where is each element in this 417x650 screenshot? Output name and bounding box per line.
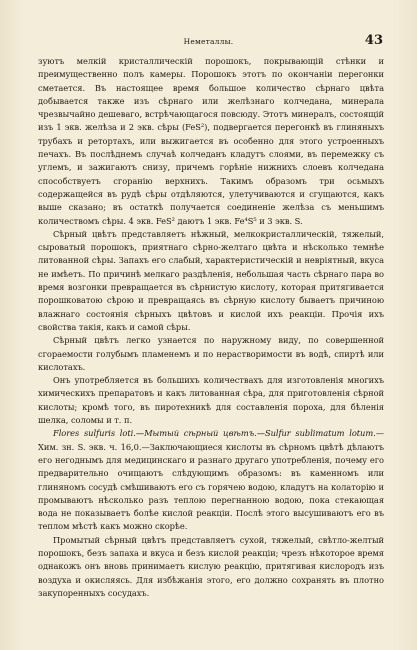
paragraph-text: Сѣрный цвѣтъ легко узнается по наружному виду, по совершенной сгораемости голубымъ пламенемъ и по нерастворимости въ водѣ, спиртѣ или кислотахъ. <box>38 335 384 372</box>
page-number: 43 <box>364 33 383 48</box>
paragraph-text: Сѣрный цвѣтъ представляетъ нѣжный, мелкокристаллическій, тяжелый, сыроватый порошокъ, приятнаго сѣрно-желтаго цвѣта и нѣсколько темнѣе литованной сѣры. Запахъ его слабый, характеристическій и невріятный, вкуса не имѣетъ. По причинѣ мелкаго раздѣленія, небольшая часть сѣрнаго пара во время возгонки превращается въ сѣрнистую кислоту, которая притягивается порошковатою сѣрою и превращаясь въ сѣрную кислоту бываетъ причиною влажнаго состоянія сѣрныхъ цвѣтовъ и кислой ихъ реакціи. Прочія ихъ свойства такія, какъ и самой сѣры. <box>38 228 384 332</box>
paragraph-text: Промытый сѣрный цвѣтъ представляетъ сухой, тяжелый, свѣтло-желтый порошокъ, безъ запаха и вкуса и безъ кислой реакціи; чрезъ нѣкоторое время однакожъ онъ вновь принимаетъ кислую реакцію, притягивая кислородъ изъ воздуха и окисляясь. Для избѣжанія этого, его должно сохранять въ плотно закупоренныхъ сосудахъ. <box>38 534 384 598</box>
paragraph <box>38 534 384 600</box>
latin-term: Flores sulfuris loti. <box>53 428 136 439</box>
body-text <box>38 55 384 600</box>
paragraph-text: —Хим. зн. S. экв. ч. 16,0.—Заключающиеся кислоты въ сѣрномъ цвѣтѣ дѣлаютъ его негоднымъ для медицинскаго и разнаго другаго употребленія, почему его предварительно очищаютъ слѣдующимъ образомъ: въ каменномъ или глиняномъ сосудѣ смѣшиваютъ его съ горячею водою, кладутъ на колаторію и промываютъ нѣсколько разъ теплою перегнанною водою, пока стекающая вода не показываетъ болѣе кислой реакціи. Послѣ этого высушиваютъ его въ теплом мѣстѣ какъ можно скорѣе. <box>38 428 384 532</box>
paragraph <box>38 374 384 427</box>
paragraph-continued <box>38 55 384 228</box>
term-title: —Мытый сѣрный цвѣтъ.—Sulfur sublimatum lotum. <box>135 428 376 439</box>
page-header <box>34 33 383 51</box>
running-title: Неметаллы. <box>183 37 234 46</box>
paragraph <box>38 334 384 374</box>
paragraph <box>38 228 384 334</box>
paragraph-text: Онъ употребляется въ большихъ количествахъ для изготовленія многихъ химическихъ препаратовъ и какъ литованная сѣра, для приготовленія сѣрной кислоты; кромѣ того, въ пиротехникѣ для составленія пороха, для бѣленія шелка, соломы и т. п. <box>38 375 384 426</box>
paragraph-text: зуютъ мелкій кристаллическій порошокъ, покрывающій стѣнки и преимущественно полъ камеры. Порошокъ этотъ по окончаніи перегонки сметается. Въ настоящее время большое количество сѣрнаго цвѣта добывается также изъ сѣрнаго или желѣзнаго колчедана, минерала чрезвычайно дешеваго, встрѣчающагося повсюду. Этотъ минералъ, состоящій изъ 1 экв. желѣза и 2 экв. сѣры (FeS²), подвергается перегонкѣ въ глиняныхъ трубахъ и ретортахъ, или выжигается въ особенно для этого устроенныхъ печахъ. Въ послѣднемъ случаѣ колчеданъ кладутъ слоями, въ перемежку съ углемъ, и зажигаютъ снизу, причемъ горѣніе нижнихъ слоевъ колчедана способствуетъ сгоранію верхнихъ. Такимъ образомъ три осьмыхъ содержащейся въ рудѣ сѣры отдѣляются, улетучиваются и сгущаются, какъ выше сказано; въ остаткѣ получается соединеніе желѣза съ меньшимъ количествомъ сѣры. 4 экв. FeS² даютъ 1 экв. Fe⁴S⁵ и 3 экв. S. <box>38 56 384 226</box>
paragraph-flores-sulfuris-loti <box>38 427 384 533</box>
